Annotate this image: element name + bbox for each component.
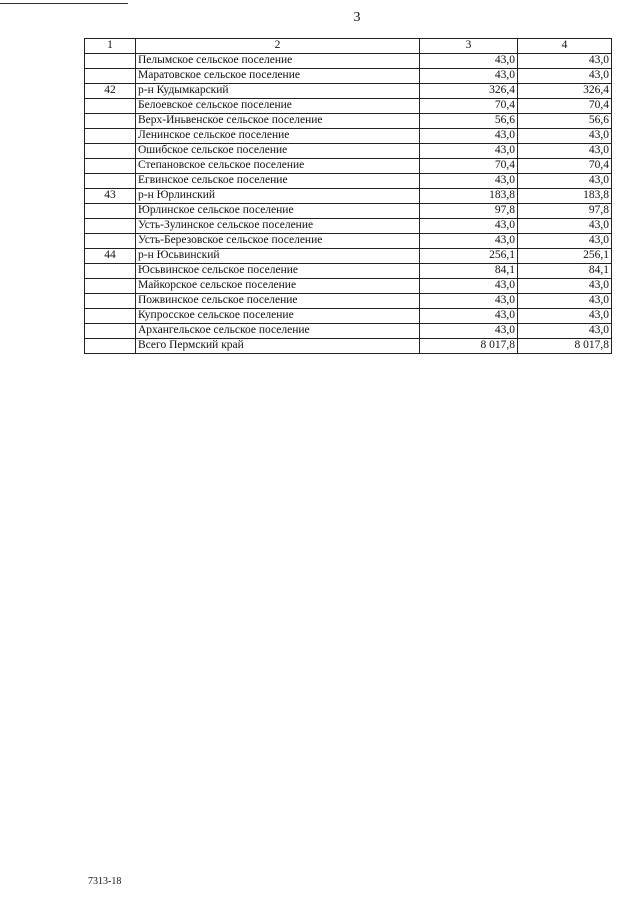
table-row [85,114,612,129]
table-row [85,189,612,204]
row-number-cell [85,114,136,129]
territory-name-cell: Архангельское сельское поселение [136,324,420,339]
table-row [85,99,612,114]
territory-name-cell: Ленинское сельское поселение [136,129,420,144]
value-col4-cell: 43,0 [518,234,612,249]
row-number-cell [85,294,136,309]
table-header-row [85,39,612,54]
row-number-cell [85,159,136,174]
value-col4-cell: 8 017,8 [518,339,612,354]
table-row [85,129,612,144]
value-col4-cell: 256,1 [518,249,612,264]
value-col3-cell: 43,0 [420,219,518,234]
column-header-1: 1 [85,39,136,54]
value-col4-cell: 97,8 [518,204,612,219]
table-row [85,279,612,294]
table-row [85,174,612,189]
territory-name-cell: Усть-Березовское сельское поселение [136,234,420,249]
data-table [84,38,612,354]
value-col4-cell: 70,4 [518,159,612,174]
territory-name-cell: р-н Юрлинский [136,189,420,204]
value-col4-cell: 43,0 [518,294,612,309]
value-col3-cell: 43,0 [420,174,518,189]
territory-name-cell: Степановское сельское поселение [136,159,420,174]
row-number-cell: 44 [85,249,136,264]
row-number-cell [85,339,136,354]
row-number-cell [85,279,136,294]
value-col4-cell: 43,0 [518,144,612,159]
value-col3-cell: 183,8 [420,189,518,204]
territory-name-cell: Пожвинское сельское поселение [136,294,420,309]
table-row [85,294,612,309]
table-row [85,144,612,159]
row-number-cell [85,54,136,69]
territory-name-cell: Усть-Зулинское сельское поселение [136,219,420,234]
territory-name-cell: Маратовское сельское поселение [136,69,420,84]
table-row [85,204,612,219]
value-col3-cell: 43,0 [420,324,518,339]
value-col3-cell: 43,0 [420,294,518,309]
table-row [85,234,612,249]
table-row [85,219,612,234]
row-number-cell [85,69,136,84]
table-row [85,309,612,324]
row-number-cell [85,174,136,189]
document-code: 7313-18 [88,876,122,887]
row-number-cell [85,234,136,249]
column-header-4: 4 [518,39,612,54]
value-col4-cell: 43,0 [518,129,612,144]
row-number-cell [85,324,136,339]
value-col3-cell: 256,1 [420,249,518,264]
value-col3-cell: 97,8 [420,204,518,219]
value-col3-cell: 43,0 [420,69,518,84]
table-body [85,39,612,354]
row-number-cell [85,144,136,159]
value-col3-cell: 43,0 [420,144,518,159]
value-col3-cell: 43,0 [420,54,518,69]
row-number-cell [85,309,136,324]
top-rule [0,3,128,4]
value-col3-cell: 43,0 [420,129,518,144]
value-col4-cell: 43,0 [518,219,612,234]
table-row [85,159,612,174]
territory-name-cell: Юрлинское сельское поселение [136,204,420,219]
table-row [85,54,612,69]
value-col4-cell: 43,0 [518,54,612,69]
row-number-cell: 42 [85,84,136,99]
value-col4-cell: 43,0 [518,69,612,84]
value-col3-cell: 8 017,8 [420,339,518,354]
territory-name-cell: Пелымское сельское поселение [136,54,420,69]
value-col3-cell: 43,0 [420,279,518,294]
value-col3-cell: 326,4 [420,84,518,99]
value-col4-cell: 43,0 [518,324,612,339]
value-col4-cell: 183,8 [518,189,612,204]
row-number-cell [85,204,136,219]
column-header-2: 2 [136,39,420,54]
value-col4-cell: 326,4 [518,84,612,99]
page-number: 3 [353,10,361,25]
value-col3-cell: 84,1 [420,264,518,279]
territory-name-cell: Егвинское сельское поселение [136,174,420,189]
value-col4-cell: 56,6 [518,114,612,129]
territory-name-cell: Всего Пермский край [136,339,420,354]
territory-name-cell: р-н Кудымкарский [136,84,420,99]
table-row [85,339,612,354]
value-col4-cell: 43,0 [518,279,612,294]
territory-name-cell: Ошибское сельское поселение [136,144,420,159]
row-number-cell [85,264,136,279]
column-header-3: 3 [420,39,518,54]
territory-name-cell: Белоевское сельское поселение [136,99,420,114]
value-col3-cell: 70,4 [420,99,518,114]
territory-name-cell: Верх-Иньвенское сельское поселение [136,114,420,129]
territory-name-cell: Майкорское сельское поселение [136,279,420,294]
row-number-cell [85,219,136,234]
row-number-cell: 43 [85,189,136,204]
value-col4-cell: 84,1 [518,264,612,279]
table-row [85,69,612,84]
value-col3-cell: 43,0 [420,309,518,324]
table-row [85,84,612,99]
table-row [85,249,612,264]
value-col4-cell: 43,0 [518,174,612,189]
territory-name-cell: р-н Юсьвинский [136,249,420,264]
value-col4-cell: 43,0 [518,309,612,324]
value-col3-cell: 70,4 [420,159,518,174]
table-row [85,324,612,339]
value-col4-cell: 70,4 [518,99,612,114]
territory-name-cell: Юсьвинское сельское поселение [136,264,420,279]
row-number-cell [85,99,136,114]
value-col3-cell: 56,6 [420,114,518,129]
territory-name-cell: Купросское сельское поселение [136,309,420,324]
table-row [85,264,612,279]
value-col3-cell: 43,0 [420,234,518,249]
row-number-cell [85,129,136,144]
